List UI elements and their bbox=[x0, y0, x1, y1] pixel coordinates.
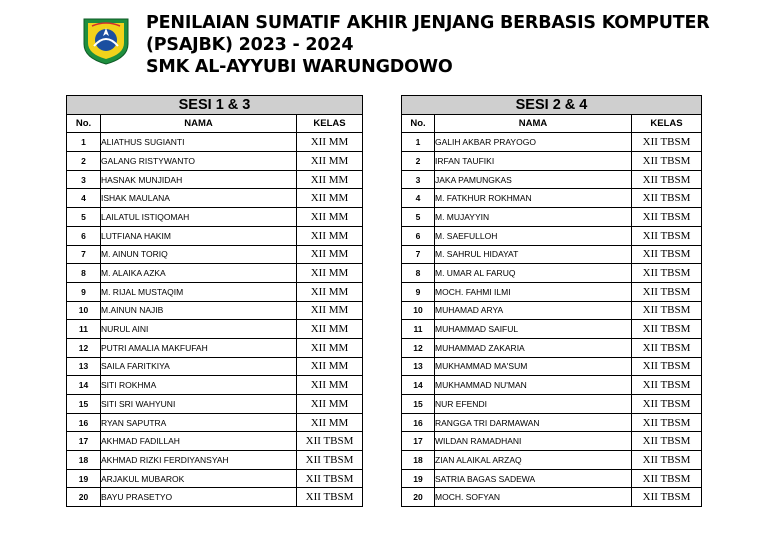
cell-nama: GALANG RISTYWANTO bbox=[101, 152, 297, 171]
cell-kelas: XII TBSM bbox=[632, 357, 702, 376]
cell-nama: MOCH. FAHMI ILMI bbox=[435, 282, 632, 301]
table-row bbox=[67, 413, 363, 432]
table-row bbox=[402, 133, 702, 152]
cell-no: 15 bbox=[402, 395, 435, 414]
cell-no: 3 bbox=[67, 170, 101, 189]
cell-kelas: XII TBSM bbox=[632, 488, 702, 507]
cell-no: 13 bbox=[67, 357, 101, 376]
cell-kelas: XII MM bbox=[297, 320, 363, 339]
table-row bbox=[402, 152, 702, 171]
table-row bbox=[67, 357, 363, 376]
cell-kelas: XII MM bbox=[297, 245, 363, 264]
cell-nama: M. FATKHUR ROKHMAN bbox=[435, 189, 632, 208]
cell-kelas: XII TBSM bbox=[632, 395, 702, 414]
cell-nama: MOCH. SOFYAN bbox=[435, 488, 632, 507]
cell-kelas: XII MM bbox=[297, 133, 363, 152]
cell-kelas: XII MM bbox=[297, 301, 363, 320]
table-row bbox=[67, 432, 363, 451]
cell-no: 5 bbox=[402, 208, 435, 227]
cell-kelas: XII TBSM bbox=[632, 376, 702, 395]
table-row bbox=[67, 301, 363, 320]
cell-no: 3 bbox=[402, 170, 435, 189]
cell-kelas: XII MM bbox=[297, 152, 363, 171]
table-row bbox=[67, 133, 363, 152]
cell-nama: ZIAN ALAIKAL ARZAQ bbox=[435, 451, 632, 470]
cell-nama: AKHMAD FADILLAH bbox=[101, 432, 297, 451]
cell-nama: ALIATHUS SUGIANTI bbox=[101, 133, 297, 152]
cell-no: 19 bbox=[67, 469, 101, 488]
cell-kelas: XII TBSM bbox=[632, 282, 702, 301]
cell-kelas: XII TBSM bbox=[632, 152, 702, 171]
table-row bbox=[67, 376, 363, 395]
cell-no: 1 bbox=[402, 133, 435, 152]
cell-nama: M. ALAIKA AZKA bbox=[101, 264, 297, 283]
cell-no: 7 bbox=[67, 245, 101, 264]
table-row bbox=[402, 469, 702, 488]
cell-kelas: XII TBSM bbox=[632, 208, 702, 227]
cell-kelas: XII TBSM bbox=[632, 226, 702, 245]
table-row bbox=[402, 226, 702, 245]
cell-nama: MUKHAMMAD MA'SUM bbox=[435, 357, 632, 376]
table-row bbox=[402, 301, 702, 320]
session-table-1-3 bbox=[66, 95, 363, 507]
cell-nama: LUTFIANA HAKIM bbox=[101, 226, 297, 245]
cell-kelas: XII MM bbox=[297, 282, 363, 301]
cell-kelas: XII TBSM bbox=[632, 301, 702, 320]
session-title: SESI 2 & 4 bbox=[402, 96, 702, 115]
cell-nama: NUR EFENDI bbox=[435, 395, 632, 414]
column-header-no: No. bbox=[402, 114, 435, 133]
cell-nama: M.AINUN NAJIB bbox=[101, 301, 297, 320]
cell-nama: AKHMAD RIZKI FERDIYANSYAH bbox=[101, 451, 297, 470]
table-row bbox=[67, 282, 363, 301]
cell-kelas: XII TBSM bbox=[632, 189, 702, 208]
table-row bbox=[67, 451, 363, 470]
cell-no: 6 bbox=[67, 226, 101, 245]
table-row bbox=[402, 395, 702, 414]
cell-nama: SITI SRI WAHYUNI bbox=[101, 395, 297, 414]
cell-nama: SAILA FARITKIYA bbox=[101, 357, 297, 376]
cell-no: 11 bbox=[402, 320, 435, 339]
cell-no: 5 bbox=[67, 208, 101, 227]
cell-nama: BAYU PRASETYO bbox=[101, 488, 297, 507]
cell-nama: MUKHAMMAD NU'MAN bbox=[435, 376, 632, 395]
cell-nama: MUHAMMAD ZAKARIA bbox=[435, 338, 632, 357]
cell-nama: SATRIA BAGAS SADEWA bbox=[435, 469, 632, 488]
cell-no: 13 bbox=[402, 357, 435, 376]
cell-nama: MUHAMAD ARYA bbox=[435, 301, 632, 320]
cell-kelas: XII TBSM bbox=[297, 451, 363, 470]
cell-nama: M. RIJAL MUSTAQIM bbox=[101, 282, 297, 301]
cell-kelas: XII MM bbox=[297, 338, 363, 357]
title-line-2: (PSAJBK) 2023 - 2024 bbox=[146, 35, 354, 55]
cell-nama: M. MUJAYYIN bbox=[435, 208, 632, 227]
cell-nama: MUHAMMAD SAIFUL bbox=[435, 320, 632, 339]
column-header-no: No. bbox=[67, 114, 101, 133]
cell-no: 15 bbox=[67, 395, 101, 414]
cell-kelas: XII TBSM bbox=[632, 264, 702, 283]
cell-kelas: XII MM bbox=[297, 357, 363, 376]
session-table-2-4 bbox=[401, 95, 702, 507]
table-row bbox=[402, 357, 702, 376]
cell-no: 9 bbox=[402, 282, 435, 301]
document-title bbox=[146, 12, 710, 78]
table-row bbox=[67, 338, 363, 357]
cell-no: 20 bbox=[402, 488, 435, 507]
session-title: SESI 1 & 3 bbox=[67, 96, 363, 115]
cell-kelas: XII TBSM bbox=[297, 469, 363, 488]
table-row bbox=[67, 226, 363, 245]
column-header-nama: NAMA bbox=[435, 114, 632, 133]
cell-nama: HASNAK MUNJIDAH bbox=[101, 170, 297, 189]
cell-no: 18 bbox=[67, 451, 101, 470]
cell-kelas: XII TBSM bbox=[632, 469, 702, 488]
table-row bbox=[67, 469, 363, 488]
table-row bbox=[402, 170, 702, 189]
table-row bbox=[402, 413, 702, 432]
cell-no: 4 bbox=[67, 189, 101, 208]
table-row bbox=[67, 245, 363, 264]
cell-no: 7 bbox=[402, 245, 435, 264]
cell-no: 2 bbox=[67, 152, 101, 171]
cell-nama: RYAN SAPUTRA bbox=[101, 413, 297, 432]
cell-no: 16 bbox=[402, 413, 435, 432]
cell-nama: M. UMAR AL FARUQ bbox=[435, 264, 632, 283]
cell-no: 4 bbox=[402, 189, 435, 208]
cell-no: 8 bbox=[67, 264, 101, 283]
cell-kelas: XII MM bbox=[297, 226, 363, 245]
table-row bbox=[402, 208, 702, 227]
cell-kelas: XII TBSM bbox=[632, 133, 702, 152]
table-row bbox=[67, 320, 363, 339]
school-logo bbox=[80, 14, 132, 66]
cell-kelas: XII TBSM bbox=[632, 451, 702, 470]
cell-nama: ARJAKUL MUBAROK bbox=[101, 469, 297, 488]
title-line-3: SMK AL-AYYUBI WARUNGDOWO bbox=[146, 57, 453, 77]
cell-nama: M. SAHRUL HIDAYAT bbox=[435, 245, 632, 264]
cell-kelas: XII MM bbox=[297, 264, 363, 283]
cell-kelas: XII TBSM bbox=[297, 488, 363, 507]
cell-nama: ISHAK MAULANA bbox=[101, 189, 297, 208]
cell-no: 12 bbox=[67, 338, 101, 357]
column-header-nama: NAMA bbox=[101, 114, 297, 133]
table-row bbox=[402, 264, 702, 283]
cell-no: 18 bbox=[402, 451, 435, 470]
table-row bbox=[402, 320, 702, 339]
cell-no: 1 bbox=[67, 133, 101, 152]
cell-no: 12 bbox=[402, 338, 435, 357]
cell-no: 11 bbox=[67, 320, 101, 339]
table-row bbox=[67, 208, 363, 227]
table-row bbox=[402, 451, 702, 470]
cell-nama: GALIH AKBAR PRAYOGO bbox=[435, 133, 632, 152]
cell-no: 16 bbox=[67, 413, 101, 432]
cell-nama: SITI ROKHMA bbox=[101, 376, 297, 395]
cell-kelas: XII MM bbox=[297, 208, 363, 227]
column-header-kelas: KELAS bbox=[632, 114, 702, 133]
cell-no: 14 bbox=[402, 376, 435, 395]
cell-no: 10 bbox=[67, 301, 101, 320]
cell-no: 2 bbox=[402, 152, 435, 171]
table-row bbox=[402, 282, 702, 301]
table-row bbox=[402, 488, 702, 507]
table-row bbox=[67, 395, 363, 414]
cell-no: 10 bbox=[402, 301, 435, 320]
cell-no: 9 bbox=[67, 282, 101, 301]
cell-no: 19 bbox=[402, 469, 435, 488]
table-row bbox=[402, 245, 702, 264]
table-row bbox=[402, 432, 702, 451]
cell-nama: JAKA PAMUNGKAS bbox=[435, 170, 632, 189]
cell-no: 6 bbox=[402, 226, 435, 245]
cell-kelas: XII TBSM bbox=[632, 320, 702, 339]
cell-nama: IRFAN TAUFIKI bbox=[435, 152, 632, 171]
column-header-kelas: KELAS bbox=[297, 114, 363, 133]
cell-nama: NURUL AINI bbox=[101, 320, 297, 339]
table-row bbox=[402, 338, 702, 357]
cell-kelas: XII MM bbox=[297, 376, 363, 395]
cell-kelas: XII TBSM bbox=[632, 338, 702, 357]
cell-kelas: XII TBSM bbox=[297, 432, 363, 451]
table-row bbox=[67, 488, 363, 507]
cell-kelas: XII TBSM bbox=[632, 245, 702, 264]
cell-no: 17 bbox=[402, 432, 435, 451]
cell-nama: RANGGA TRI DARMAWAN bbox=[435, 413, 632, 432]
cell-kelas: XII MM bbox=[297, 395, 363, 414]
cell-no: 8 bbox=[402, 264, 435, 283]
cell-nama: M. SAEFULLOH bbox=[435, 226, 632, 245]
cell-nama: WILDAN RAMADHANI bbox=[435, 432, 632, 451]
cell-no: 14 bbox=[67, 376, 101, 395]
table-row bbox=[67, 152, 363, 171]
cell-kelas: XII MM bbox=[297, 413, 363, 432]
table-row bbox=[402, 376, 702, 395]
cell-kelas: XII TBSM bbox=[632, 413, 702, 432]
table-row bbox=[67, 264, 363, 283]
title-line-1: PENILAIAN SUMATIF AKHIR JENJANG BERBASIS KOMPUTER bbox=[146, 13, 710, 33]
table-row bbox=[402, 189, 702, 208]
table-row bbox=[67, 170, 363, 189]
cell-kelas: XII TBSM bbox=[632, 432, 702, 451]
cell-nama: M. AINUN TORIQ bbox=[101, 245, 297, 264]
cell-no: 20 bbox=[67, 488, 101, 507]
table-row bbox=[67, 189, 363, 208]
cell-nama: LAILATUL ISTIQOMAH bbox=[101, 208, 297, 227]
cell-kelas: XII TBSM bbox=[632, 170, 702, 189]
cell-kelas: XII MM bbox=[297, 170, 363, 189]
cell-nama: PUTRI AMALIA MAKFUFAH bbox=[101, 338, 297, 357]
cell-no: 17 bbox=[67, 432, 101, 451]
cell-kelas: XII MM bbox=[297, 189, 363, 208]
